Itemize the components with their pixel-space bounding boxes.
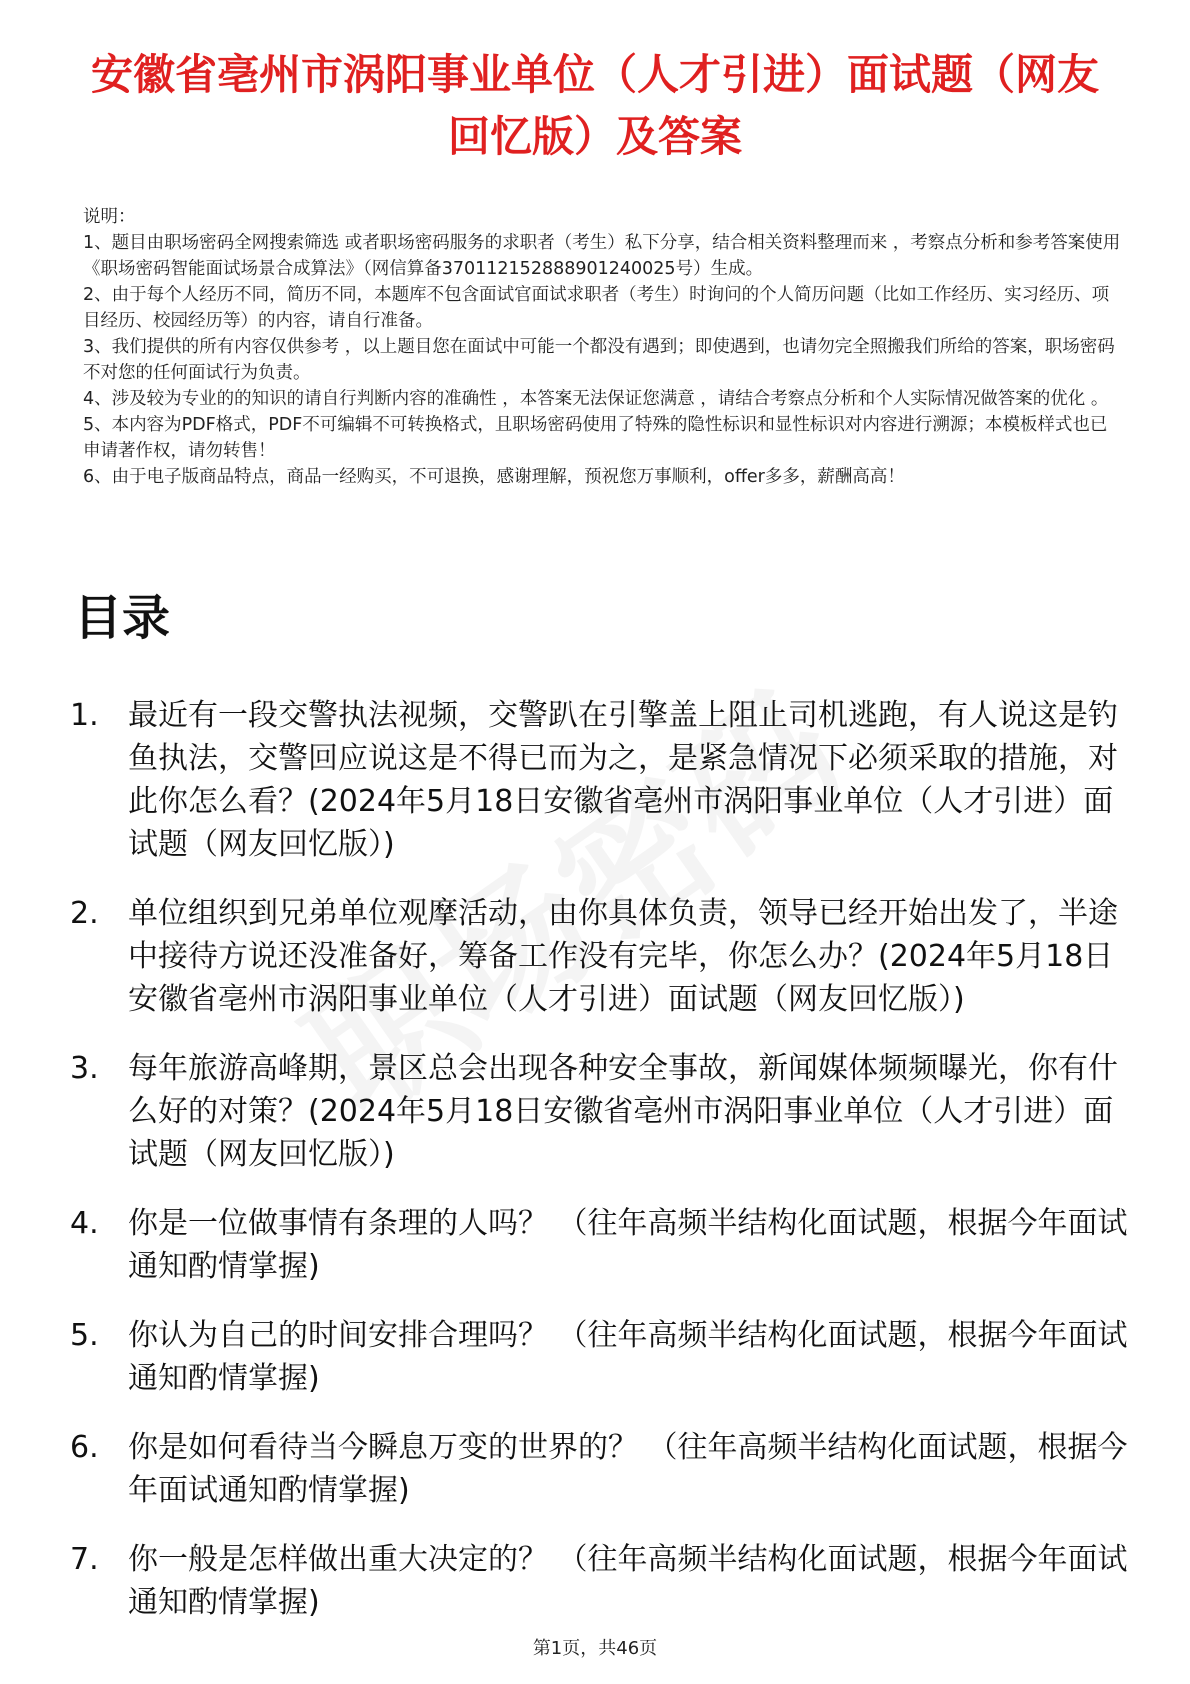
toc-item-number: 4. <box>70 1206 99 1241</box>
toc-item-text: 每年旅游高峰期，景区总会出现各种安全事故，新闻媒体频频曝光，你有什么好的对策？(2024年5月18日安徽省亳州市涡阳事业单位（人才引进）面试题（网友回忆版）) <box>128 1051 1118 1172</box>
toc-item[interactable] <box>70 1202 1130 1288</box>
instructions-line: 说明： <box>83 207 136 227</box>
toc-item[interactable] <box>70 694 1130 866</box>
toc-heading: 目录 <box>74 590 171 646</box>
toc-item[interactable] <box>70 1314 1130 1400</box>
instructions-line: 6、由于电子版商品特点，商品一经购买，不可退换，感谢理解，预祝您万事顺利，offer多多，薪酬高高！ <box>83 467 905 487</box>
toc-item-number: 1. <box>70 698 99 733</box>
toc-item-text: 最近有一段交警执法视频，交警趴在引擎盖上阻止司机逃跑，有人说这是钓鱼执法，交警回应说这是不得已而为之，是紧急情况下必须采取的措施，对此你怎么看？(2024年5月18日安徽省亳州市涡阳事业单位（人才引进）面试题（网友回忆版）) <box>128 698 1118 862</box>
toc-item[interactable] <box>70 892 1130 1021</box>
instructions-line: 3、我们提供的所有内容仅供参考 ，以上题目您在面试中可能一个都没有遇到；即使遇到，也请勿完全照搬我们所给的答案，职场密码不对您的任何面试行为负责。 <box>83 337 1115 383</box>
table-of-contents <box>70 694 1130 1650</box>
document-title: 安徽省亳州市涡阳事业单位（人才引进）面试题（网友回忆版）及答案 <box>90 50 1099 161</box>
instructions-line: 2、由于每个人经历不同，简历不同，本题库不包含面试官面试求职者（考生）时询问的个人简历问题（比如工作经历、实习经历、项目经历、校园经历等）的内容，请自行准备。 <box>83 285 1110 331</box>
toc-item-text: 你认为自己的时间安排合理吗？ （往年高频半结构化面试题，根据今年面试通知酌情掌握) <box>128 1318 1128 1396</box>
page-number: 第1页，共46页 <box>532 1638 658 1659</box>
instructions-line: 1、题目由职场密码全网搜索筛选 或者职场密码服务的求职者（考生）私下分享，结合相关资料整理而来 ，考察点分析和参考答案使用《职场密码智能面试场景合成算法》（网信算备370112152888901240025号）生成。 <box>83 233 1121 279</box>
toc-item-number: 3. <box>70 1051 99 1086</box>
toc-item[interactable] <box>70 1426 1130 1512</box>
toc-item[interactable] <box>70 1047 1130 1176</box>
toc-item-number: 5. <box>70 1318 99 1353</box>
toc-item-text: 你一般是怎样做出重大决定的？ （往年高频半结构化面试题，根据今年面试通知酌情掌握) <box>128 1542 1128 1620</box>
toc-item-text: 你是一位做事情有条理的人吗？ （往年高频半结构化面试题，根据今年面试通知酌情掌握) <box>128 1206 1128 1284</box>
instructions <box>83 204 1123 490</box>
instructions-line: 5、本内容为PDF格式，PDF不可编辑不可转换格式，且职场密码使用了特殊的隐性标识和显性标识对内容进行溯源；本模板样式也已申请著作权，请勿转售！ <box>83 415 1108 461</box>
toc-item-number: 2. <box>70 896 99 931</box>
toc-item-text: 单位组织到兄弟单位观摩活动，由你具体负责，领导已经开始出发了，半途中接待方说还没准备好，筹备工作没有完毕，你怎么办？(2024年5月18日安徽省亳州市涡阳事业单位（人才引进）面试题（网友回忆版）) <box>128 896 1118 1017</box>
toc-item-number: 6. <box>70 1430 99 1465</box>
toc-item-number: 7. <box>70 1542 99 1577</box>
toc-item[interactable] <box>70 1538 1130 1624</box>
toc-item-text: 你是如何看待当今瞬息万变的世界的？ （往年高频半结构化面试题，根据今年面试通知酌情掌握) <box>128 1430 1128 1508</box>
instructions-line: 4、涉及较为专业的的知识的请自行判断内容的准确性 ，本答案无法保证您满意 ，请结合考察点分析和个人实际情况做答案的优化 。 <box>83 389 1109 409</box>
